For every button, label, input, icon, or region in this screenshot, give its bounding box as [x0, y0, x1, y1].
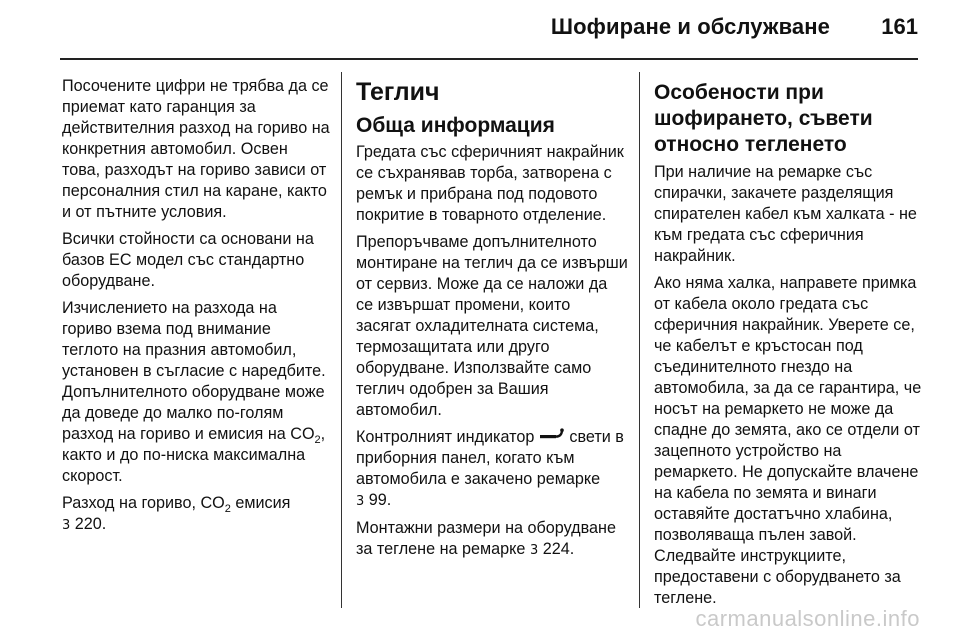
- watermark: carmanualsonline.info: [695, 606, 920, 631]
- page-reference-icon: 3: [62, 518, 71, 533]
- paragraph-break-away-cable: При наличие на ремарке със спирачки, закачете разделящия спирателен кабел към халката - не към гредата със сферичния накрайник.: [654, 163, 917, 265]
- heading-towing-tips: Особености при шофирането, съвети относно тегленето: [654, 81, 873, 156]
- trailer-indicator-icon: [539, 427, 565, 448]
- column-fuel-consumption: [62, 76, 330, 542]
- paragraph-storage: Гредата със сферичният накрайник се съхранявав торба, затворена с ремък и прибрана под подовото покритие в товарното отделение.: [356, 143, 624, 224]
- column-divider: [341, 72, 342, 608]
- column-towing-tips: [654, 76, 924, 615]
- column-tow-hitch: [356, 76, 628, 567]
- page-reference-link[interactable]: 220.: [74, 515, 107, 533]
- heading-tow-hitch: Теглич: [356, 78, 440, 106]
- paragraph-indicator: Контролният индикатор свети в приборния панел, когато към автомобила е закачено ремарке 3 99.: [356, 428, 624, 510]
- page-number: 161: [881, 14, 918, 39]
- section-title: Шофиране и обслужване: [550, 14, 830, 39]
- paragraph-base-model: Всички стойности са основани на базов ЕС модел със стандартно оборудване.: [62, 230, 314, 290]
- page-reference-icon: 3: [356, 494, 365, 510]
- page-reference-link[interactable]: 99.: [368, 491, 392, 510]
- column-divider: [639, 72, 640, 608]
- page-reference-icon: 3: [529, 543, 539, 559]
- paragraph-calculation: Изчислението на разхода на гориво взема под внимание теглото на празния автомобил, установен в съгласие с наредбите. Допълнителното оборудване може да доведе до малко по-голям разход на гориво и емисия на $CO_2$, както и до по-ниска максимална скорост.: [62, 299, 326, 485]
- paragraph-disclaimer: Посочените цифри не трябва да се приемат като гаранция за действителния разход на гориво на конкретния автомобил. Освен това, разходът на гориво зависи от персоналния стил на каране, както и от пътните условия.: [62, 77, 330, 221]
- subheading-general-info: Обща информация: [356, 114, 555, 137]
- page-header: [60, 0, 918, 60]
- paragraph-installation: Препоръчваме допълнителното монтиране на теглич да се извърши от сервиз. Може да се наложи да се извършат промени, които засягат охладителната система, термозащитата или друго оборудване. Използвайте само теглич одобрен за Вашия автомобил.: [356, 233, 628, 419]
- paragraph-fuel-reference: Разход на гориво, $CO_2$ емисия 3 220.: [62, 494, 291, 533]
- paragraph-no-eye-loop: Ако няма халка, направете примка от кабела около гредата със сферичния накрайник. Уверете се, че кабелът е кръстосан под съединителното гнездо на автомобила, за да се гарантира, че носът на ремаркето не може да спадне до земята, ако се отдели от зацепното устройство на ремаркето. Не допускайте влачене на кабела по земята и винаги оставяйте достатъчно хлабина, позволяваща пълен завой. Следвайте инструкциите, предоставени с оборудването за теглене.: [654, 274, 922, 607]
- paragraph-mounting-dimensions: Монтажни размери на оборудване за теглене на ремарке 3 224.: [356, 519, 616, 559]
- page-reference-link[interactable]: 224.: [542, 540, 575, 559]
